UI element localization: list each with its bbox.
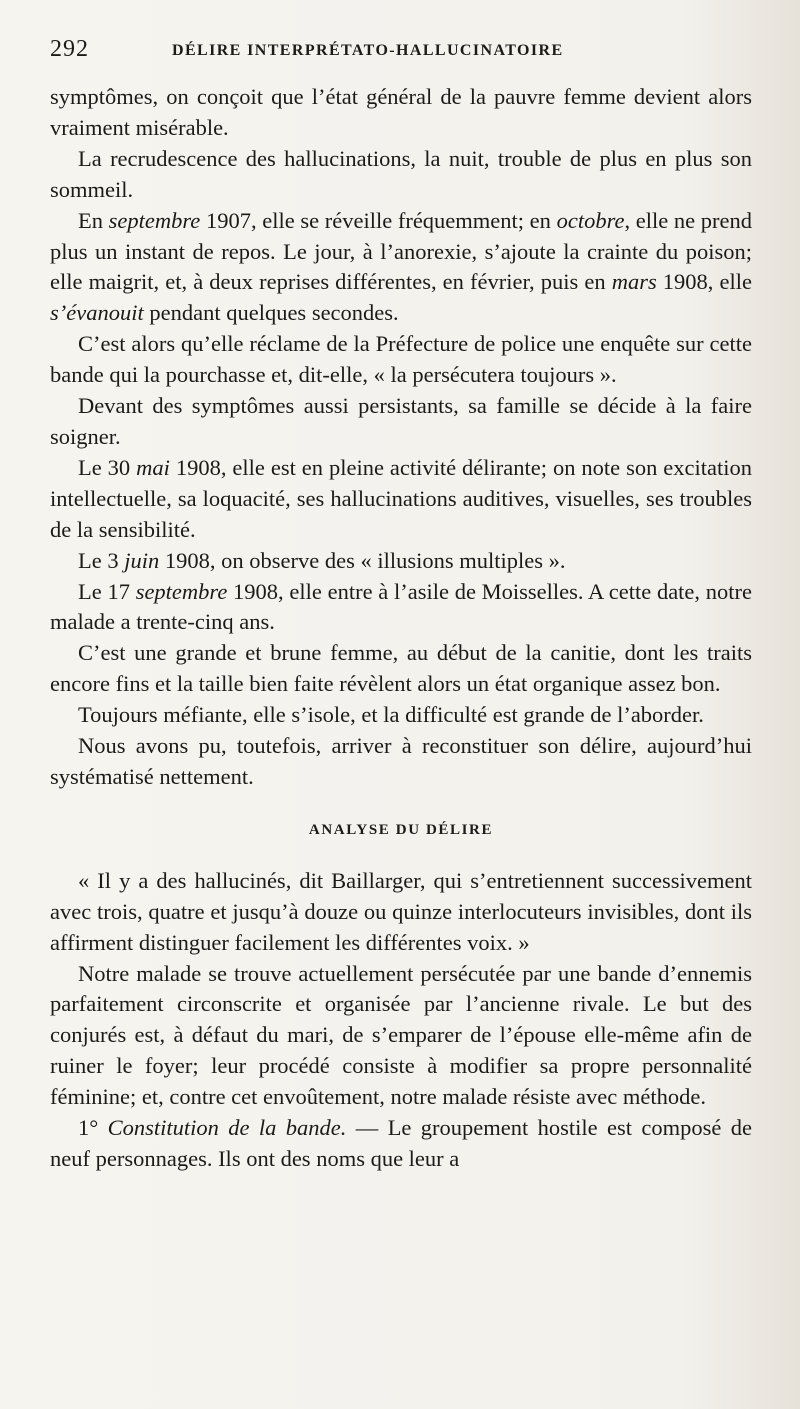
text-run: , elle ne prend plus un instant de repos. Le jour, à l’anorexie, s’ajoute la crainte du poison; elle maigrit, et, à deux reprises différentes, en février, puis en: [50, 207, 752, 295]
text-run: 1908, on observe des « illusions multiples ».: [159, 547, 566, 573]
italic-text: septembre: [135, 578, 228, 604]
italic-text: septembre: [108, 207, 201, 233]
running-title: DÉLIRE INTERPRÉTATO-HALLUCINATOIRE: [172, 42, 564, 59]
page-header: [50, 36, 750, 72]
paragraphs-after-section: [50, 866, 752, 1175]
italic-text: Constitution de la bande.: [107, 1115, 347, 1141]
text-run: C’est une grande et brune femme, au début de la canitie, dont les traits encore fins et la taille bien faite révèlent alors un état organique assez bon.: [50, 640, 752, 697]
text-run: Le 17: [78, 578, 136, 604]
paragraph: [50, 546, 752, 577]
paragraph: [50, 577, 752, 639]
italic-text: juin: [124, 547, 160, 573]
text-run: La recrudescence des hallucinations, la nuit, trouble de plus en plus son sommeil.: [50, 145, 752, 202]
text-run: 1908, elle entre à l’asile de Moisselles. A cette date, notre malade a trente-cinq ans.: [50, 578, 753, 635]
text-run: « Il y a des hallucinés, dit Baillarger, qui s’entretiennent successivement avec trois, quatre et jusqu’à douze ou quinze interlocuteurs invisibles, dont ils affirment distinguer facilement les différentes voix. »: [50, 867, 752, 955]
text-run: C’est alors qu’elle réclame de la Préfecture de police une enquête sur cette bande qui la pourchasse et, dit-elle, « la persécutera toujours ».: [50, 331, 752, 388]
paragraph: [50, 1113, 752, 1175]
text-run: Le 30: [78, 454, 137, 480]
paragraph: [50, 731, 752, 793]
paragraph: [50, 959, 752, 1114]
text-run: 1908, elle: [656, 269, 752, 295]
paragraph: [50, 638, 752, 700]
paragraph: [50, 453, 752, 546]
italic-text: mai: [136, 454, 170, 480]
paragraph: [50, 700, 752, 731]
text-run: Nous avons pu, toutefois, arriver à reconstituer son délire, aujourd’hui systématisé nettement.: [50, 733, 752, 789]
italic-text: octobre: [556, 207, 625, 233]
page-number: 292: [50, 36, 89, 62]
text-run: Notre malade se trouve actuellement persécutée par une bande d’ennemis parfaitement circonscrite et organisée par l’ancienne rivale. Le but des conjurés est, à défaut du mari, de s’emparer de l’épouse elle-même afin de ruiner le foyer; leur procédé consiste à modifier sa propre personnalité féminine; et, contre cet envoûtement, notre malade résiste avec méthode.: [50, 960, 752, 1110]
text-run: En: [78, 207, 109, 233]
paragraph: [50, 329, 752, 391]
text-run: 1907, elle se réveille fréquemment; en: [200, 207, 557, 233]
paragraph: [50, 206, 752, 330]
text-run: 1°: [78, 1115, 108, 1141]
text-run: 1908, elle est en pleine activité délirante; on note son excitation intellectuelle, sa loquacité, ses hallucinations auditives, visuelles, ses troubles de la sensibilité.: [50, 454, 753, 542]
section-title: ANALYSE DU DÉLIRE: [308, 821, 494, 838]
italic-text: mars: [611, 269, 657, 295]
paragraph: [50, 391, 752, 453]
italic-text: s’évanouit: [50, 300, 144, 326]
paragraphs-before-section: [50, 82, 752, 793]
paragraph: [50, 82, 752, 144]
text-run: Le 3: [78, 547, 125, 573]
body-text: [50, 82, 752, 1175]
text-run: Devant des symptômes aussi persistants, sa famille se décide à la faire soigner.: [50, 393, 752, 449]
text-run: pendant quelques secondes.: [143, 300, 399, 326]
text-run: Toujours méfiante, elle s’isole, et la difficulté est grande de l’aborder.: [78, 702, 704, 728]
paragraph: [50, 866, 752, 959]
text-run: — Le groupement hostile est composé de neuf personnages. Ils ont des noms que leur a: [50, 1115, 753, 1171]
paragraph: [50, 144, 752, 206]
text-run: symptômes, on conçoit que l’état général de la pauvre femme devient alors vraiment misérable.: [50, 84, 752, 140]
